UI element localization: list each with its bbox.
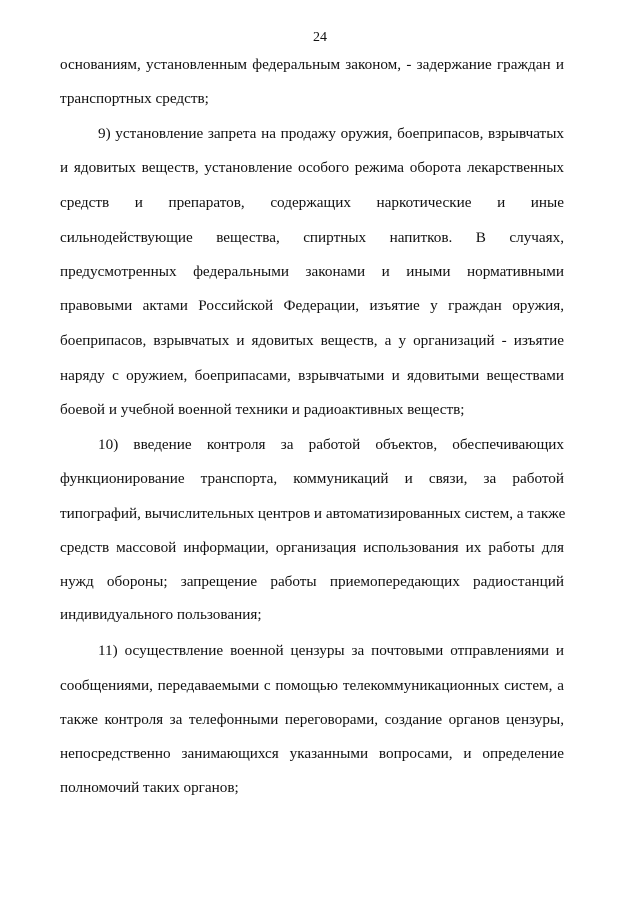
- paragraph-11-line-1: 11) осуществление военной цензуры за почтовыми отправлениями и: [98, 642, 564, 659]
- paragraph-9-line-9: боевой и учебной военной техники и радиоактивных веществ;: [60, 401, 465, 418]
- paragraph-10-line-2: функционирование транспорта, коммуникаций и связи, за работой: [60, 470, 564, 487]
- paragraph-9-line-3: средств и препаратов, содержащих наркотические и иные: [60, 194, 564, 211]
- paragraph-1-line-1: основаниям, установленным федеральным законом, - задержание граждан и: [60, 56, 564, 73]
- paragraph-1-line-2: транспортных средств;: [60, 90, 209, 107]
- paragraph-9-line-1: 9) установление запрета на продажу оружия, боеприпасов, взрывчатых: [98, 125, 564, 142]
- paragraph-11-line-4: непосредственно занимающихся указанными вопросами, и определение: [60, 745, 564, 762]
- paragraph-11-line-2: сообщениями, передаваемыми с помощью телекоммуникационных систем, а: [60, 677, 564, 694]
- paragraph-9-line-4: сильнодействующие вещества, спиртных напитков. В случаях,: [60, 229, 564, 246]
- paragraph-9-line-8: наряду с оружием, боеприпасами, взрывчатыми и ядовитыми веществами: [60, 367, 564, 384]
- paragraph-9-line-7: боеприпасов, взрывчатых и ядовитых веществ, а у организаций - изъятие: [60, 332, 564, 349]
- paragraph-9-line-2: и ядовитых веществ, установление особого режима оборота лекарственных: [60, 159, 564, 176]
- paragraph-10-line-6: индивидуального пользования;: [60, 606, 262, 623]
- page-number: 24: [313, 30, 327, 45]
- paragraph-9-line-5: предусмотренных федеральными законами и иными нормативными: [60, 263, 564, 280]
- paragraph-11-line-3: также контроля за телефонными переговорами, создание органов цензуры,: [60, 711, 564, 728]
- paragraph-10-line-5: нужд обороны; запрещение работы приемопередающих радиостанций: [60, 573, 564, 590]
- paragraph-11-line-5: полномочий таких органов;: [60, 779, 239, 796]
- paragraph-10-line-4: средств массовой информации, организация использования их работы для: [60, 539, 564, 556]
- paragraph-10-line-1: 10) введение контроля за работой объектов, обеспечивающих: [98, 436, 564, 453]
- paragraph-10-line-3: типографий, вычислительных центров и автоматизированных систем, а также: [60, 505, 566, 522]
- paragraph-9-line-6: правовыми актами Российской Федерации, изъятие у граждан оружия,: [60, 297, 564, 314]
